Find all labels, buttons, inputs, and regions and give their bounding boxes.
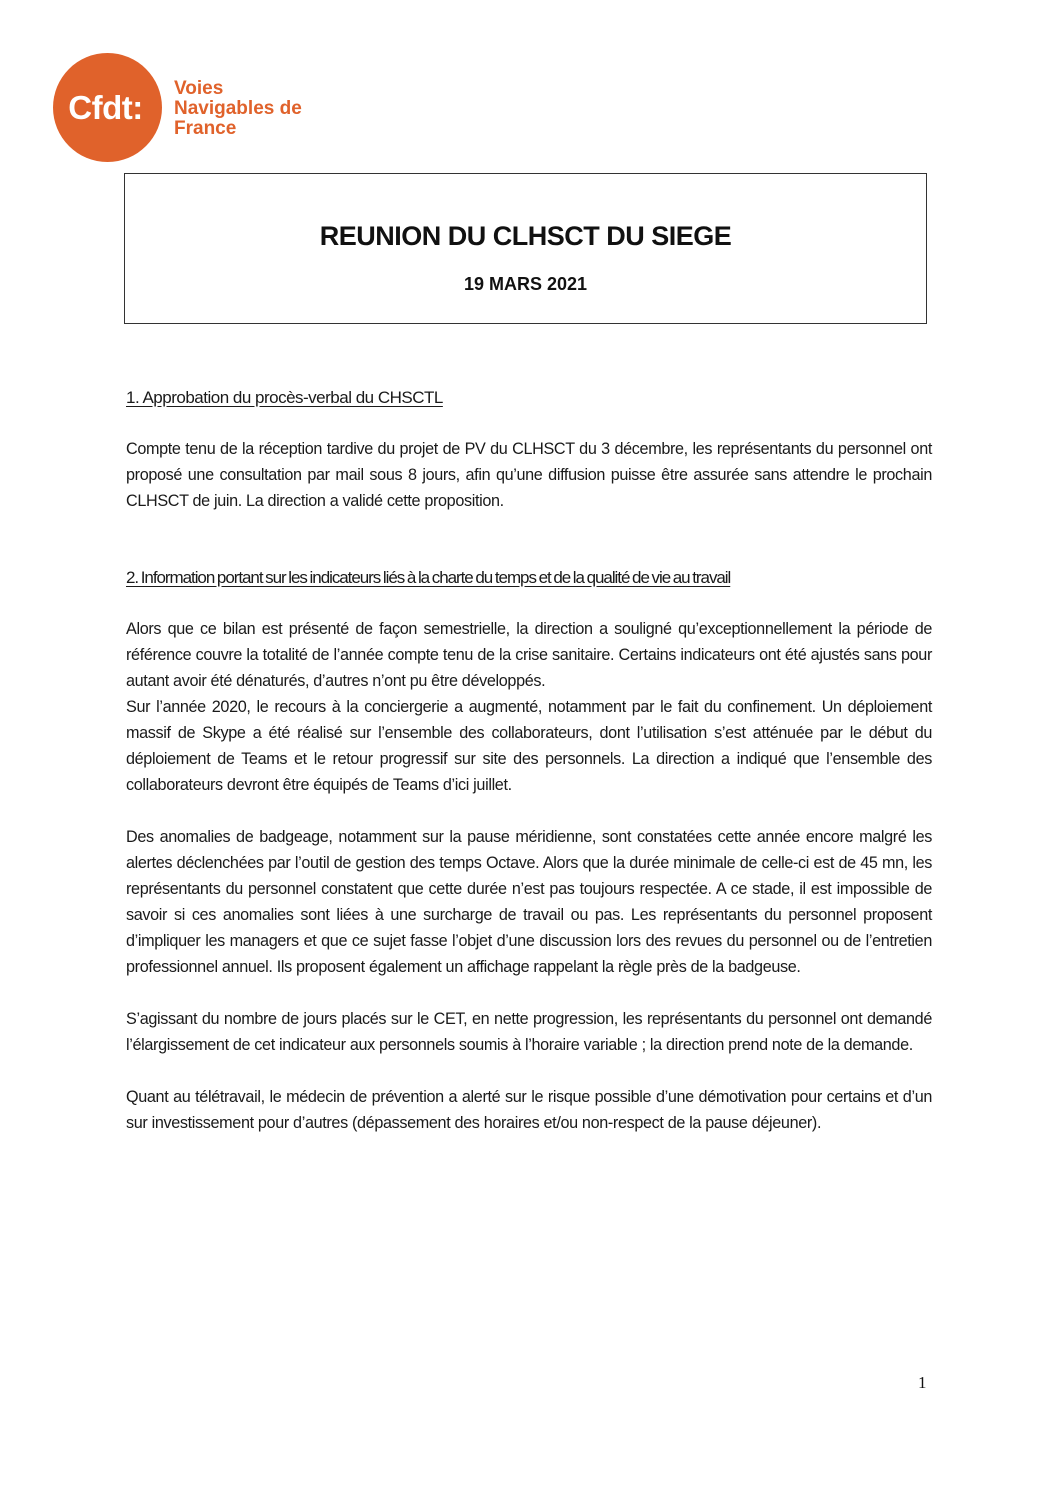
logo-org-name — [174, 79, 302, 139]
cfdt-logo — [53, 53, 313, 163]
page-number: 1 — [918, 1373, 927, 1392]
section-1-heading: 1. Approbation du procès-verbal du CHSCTL — [126, 388, 443, 407]
title-box — [124, 173, 927, 324]
logo-line-3: France — [174, 118, 237, 139]
section-2-paragraph: Des anomalies de badgeage, notamment sur la pause méridienne, sont constatées cette année encore malgré les alertes déclenchées par l’outil de gestion des temps Octave. Alors que la durée minimale de celle-ci est de 45 mn, les représentants du personnel constatent que cette durée n’est pas toujours respectée. A ce stade, il est impossible de savoir si ces anomalies sont liées à une surcharge de travail ou pas. Les représentants du personnel proposent d’impliquer les managers et que ce sujet fasse l’objet d’une discussion lors des revues du personnel ou de l’entretien professionnel annuel. Ils proposent également un affichage rappelant la règle près de la badgeuse. — [126, 828, 932, 976]
document-title: REUNION DU CLHSCT DU SIEGE — [319, 221, 732, 251]
section-2-paragraph: S’agissant du nombre de jours placés sur le CET, en nette progression, les représentants du personnel ont demandé l’élargissement de cet indicateur aux personnels soumis à l’horaire variable ; la direction prend note de la demande. — [126, 1010, 932, 1054]
section-2-paragraph: Alors que ce bilan est présenté de façon semestrielle, la direction a souligné qu’exceptionnellement la période de référence couvre la totalité de l’année compte tenu de la crise sanitaire. Certains indicateurs ont été ajustés sans pour autant avoir été dénaturés, d’autres n’ont pu être développés. — [126, 620, 932, 690]
document-date: 19 MARS 2021 — [463, 274, 588, 294]
logo-line-1: Voies — [174, 78, 224, 99]
section-2-heading: 2. Information portant sur les indicateurs liés à la charte du temps et de la qualité de vie au travail — [126, 568, 731, 587]
section-2-paragraph: Sur l’année 2020, le recours à la conciergerie a augmenté, notamment par le fait du confinement. Un déploiement massif de Skype a été réalisé sur l’ensemble des collaborateurs, dont l’utilisation s’est atténuée par le début du déploiement de Teams et le retour progressif sur site des personnels. La direction a indiqué que l’ensemble des collaborateurs devront être équipés de Teams d’ici juillet. — [126, 698, 932, 794]
section-1-paragraph: Compte tenu de la réception tardive du projet de PV du CLHSCT du 3 décembre, les représentants du personnel ont proposé une consultation par mail sous 8 jours, afin qu’une diffusion puisse être assurée sans attendre le prochain CLHSCT de juin. La direction a validé cette proposition. — [126, 440, 932, 510]
logo-mark: Cfdt: — [68, 88, 143, 126]
section-2-paragraph: Quant au télétravail, le médecin de prévention a alerté sur le risque possible d’une démotivation pour certains et d’un sur investissement pour d’autres (dépassement des horaires et/ou non-respect de la pause déjeuner). — [126, 1088, 932, 1132]
logo-circle-icon — [53, 53, 162, 162]
document-body — [126, 384, 932, 1136]
logo-line-2: Navigables de — [174, 98, 302, 119]
